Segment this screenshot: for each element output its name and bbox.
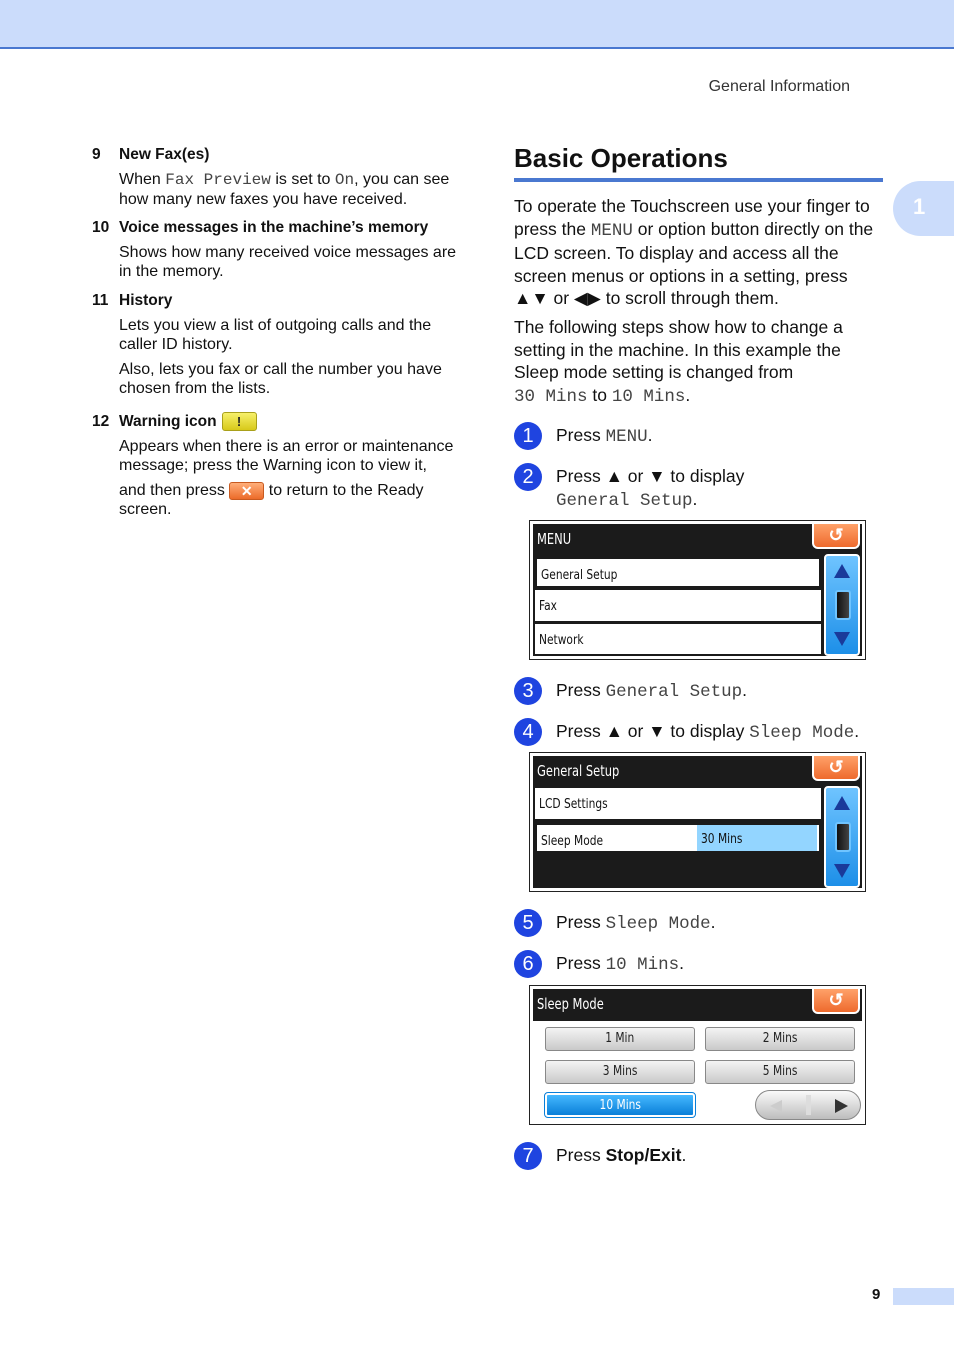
warning-icon: ! [222,412,257,431]
code-menu: MENU [590,220,633,241]
option-label: 1 Min [605,1031,635,1046]
item-text: to return to the Ready screen. [119,482,424,518]
back-button[interactable]: ↺ [812,524,860,549]
code-10-mins: 10 Mins [611,386,686,407]
step-number: 3 [514,677,542,705]
sleep-mode-value [697,825,817,851]
step-4 [514,720,884,745]
step-text: . [647,425,653,445]
item-text: is set to [270,171,335,188]
footer-band [893,1288,954,1305]
item-title: Warning icon [119,412,217,430]
step-text: Press ▲ or ▼ to display [556,721,750,741]
back-button[interactable]: ↺ [812,989,860,1014]
intro-paragraph [514,195,884,310]
scroll-left-arrow-icon[interactable] [770,1100,782,1112]
value-label: 30 Mins [701,832,743,847]
option-label: 3 Mins [602,1064,638,1079]
step-code: Sleep Mode [605,914,711,934]
code-fax-preview: Fax Preview [165,171,271,189]
step-number: 2 [514,463,542,491]
lcd-general-setup-screen [529,752,866,892]
step-6 [514,952,884,977]
option-10-mins[interactable] [545,1093,695,1117]
para-text: to [587,384,612,405]
step-3 [514,679,884,704]
item-text: Appears when there is an error or maintenance message; press the Warning icon to view it, [119,438,454,474]
example-paragraph [514,316,884,408]
scroll-right-arrow-icon[interactable] [835,1099,848,1113]
option-label: 5 Mins [762,1064,798,1079]
page-scroll-control[interactable] [755,1090,861,1120]
menu-item-label: Fax [539,599,558,614]
step-code: General Setup [605,682,743,702]
step-text: Press [556,1145,606,1165]
lcd-menu-screen [529,520,866,660]
step-code: 10 Mins [605,955,680,975]
scroll-bar[interactable] [824,554,860,656]
step-text: Press [556,680,606,700]
scroll-up-arrow-icon[interactable] [834,796,850,810]
option-label: 10 Mins [599,1098,641,1113]
step-text: Press [556,425,606,445]
step-text: . [692,489,698,509]
item-text: , you can see how many new faxes you have received. [119,171,450,208]
section-title: Basic Operations [514,143,728,173]
scroll-thumb[interactable] [835,822,851,852]
item-number: 10 [92,219,110,236]
step-text: Press ▲ or ▼ to display [556,466,745,486]
step-7 [514,1144,884,1167]
page-number: 9 [872,1286,881,1303]
option-3-mins[interactable] [545,1060,695,1084]
menu-item-label: Sleep Mode [541,834,604,849]
item-text: When [119,171,166,188]
item-text: and then press [119,482,230,499]
para-text: . [685,384,691,405]
option-2-mins[interactable] [705,1027,855,1051]
scroll-bar[interactable] [824,786,860,888]
step-text: . [742,680,748,700]
step-number: 1 [514,422,542,450]
item-text: Shows how many received voice messages are in the memory. [119,244,457,280]
item-number: 12 [92,412,110,430]
step-code: MENU [605,427,648,447]
menu-item-label: LCD Settings [539,797,608,812]
legend-item-history [92,292,462,404]
legend-item-voice-messages [92,219,462,287]
step-2 [514,465,884,513]
step-5 [514,911,884,936]
step-text: . [681,1145,687,1165]
item-title: Voice messages in the machine’s memory [119,219,429,236]
section-rule [514,178,883,182]
option-label: 2 Mins [762,1031,798,1046]
legend-item-warning-icon [92,412,462,525]
para-text: To operate the Touchscreen use your finger to press the [514,196,870,239]
menu-item-label: General Setup [541,568,618,583]
menu-item-general-setup[interactable] [535,557,821,588]
close-icon: ✕ [229,482,264,500]
step-code: General Setup [556,491,693,511]
header-band [0,0,954,49]
chapter-tab: 1 [893,181,954,236]
para-text: The following steps show how to change a setting in the machine. In this example the Sleep mode setting is changed from [514,317,843,382]
scroll-divider [806,1095,811,1115]
step-text: . [679,953,684,973]
item-title: History [119,292,173,309]
step-number: 4 [514,718,542,746]
key-stop-exit: Stop/Exit [605,1145,682,1165]
scroll-up-arrow-icon[interactable] [834,564,850,578]
item-text: Lets you view a list of outgoing calls and the caller ID history. [119,317,432,353]
step-text: . [854,721,860,741]
step-text: Press [556,912,606,932]
step-number: 7 [514,1142,542,1170]
scroll-down-arrow-icon[interactable] [834,632,850,646]
scroll-down-arrow-icon[interactable] [834,864,850,878]
step-number: 6 [514,950,542,978]
option-1-min[interactable] [545,1027,695,1051]
menu-item-sleep-mode[interactable] [535,823,821,853]
lcd-title: General Setup [537,762,620,780]
menu-item-label: Network [539,633,584,648]
running-head: General Information [708,78,850,95]
legend-item-new-faxes [92,146,462,215]
item-text: Also, lets you fax or call the number you have chosen from the lists. [119,361,442,397]
menu-item-lcd-settings[interactable] [535,788,821,821]
menu-item-fax[interactable] [535,590,821,623]
step-number: 5 [514,909,542,937]
step-code: Sleep Mode [749,723,855,743]
lcd-title: Sleep Mode [537,995,604,1013]
menu-item-network[interactable] [535,624,821,656]
para-text: or option button directly on the LCD screen. To display and access all the screen menus or options in a setting, press ▲▼ or ◀▶ to scroll through them. [514,218,874,308]
code-30-mins: 30 Mins [514,386,588,407]
item-number: 11 [92,292,109,309]
option-5-mins[interactable] [705,1060,855,1084]
step-text: . [710,912,716,932]
lcd-sleep-mode-screen [529,985,866,1125]
item-title: New Fax(es) [119,146,210,163]
code-on: On [334,171,355,189]
back-button[interactable]: ↺ [812,756,860,781]
scroll-thumb[interactable] [835,590,851,620]
item-number: 9 [92,146,101,163]
lcd-title: MENU [537,530,572,548]
step-text: Press [556,953,606,973]
step-1 [514,424,884,449]
